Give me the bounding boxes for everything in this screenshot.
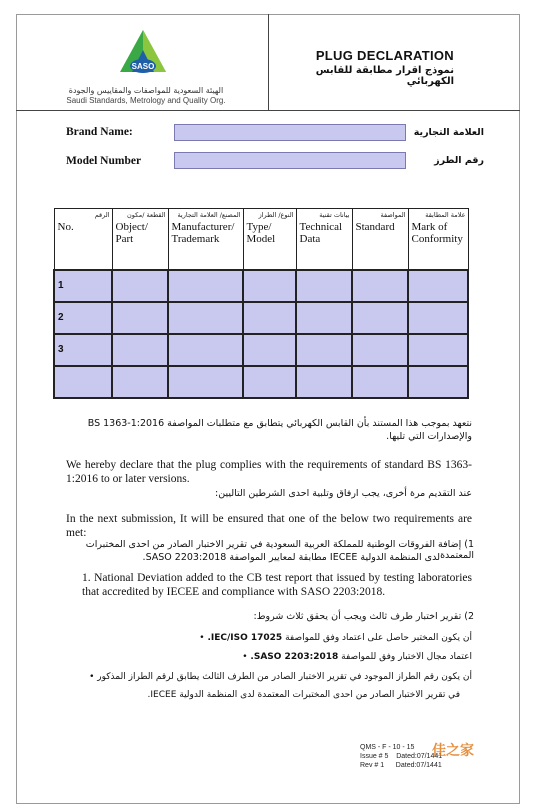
org-name-english: Saudi Standards, Metrology and Quality Org. bbox=[66, 96, 226, 105]
cell-model[interactable] bbox=[243, 270, 296, 302]
cell-mark[interactable] bbox=[408, 302, 468, 334]
cell-standard[interactable] bbox=[352, 366, 408, 398]
cell-object[interactable] bbox=[112, 366, 168, 398]
model-number-field[interactable] bbox=[174, 152, 406, 169]
table-row bbox=[54, 334, 468, 366]
cell-mark[interactable] bbox=[408, 334, 468, 366]
pledge-arabic-line1: نتعهد بموجب هذا المستند بأن القابس الكهربائي يتطابق مع متطلبات المواصفة BS 1363-1:2016 bbox=[87, 418, 472, 429]
col-header-type-model: النوع/ الطراز Type/ Model bbox=[243, 209, 296, 271]
saso-logo bbox=[118, 28, 168, 84]
col-header-object-part: القطعة /مكون Object/ Part bbox=[112, 209, 168, 271]
row-number: 1 bbox=[58, 280, 64, 291]
document-footer bbox=[360, 743, 442, 770]
document-header bbox=[16, 14, 520, 111]
declaration-english: We hereby declare that the plug complies with the requirements of standard BS 1363-1:2016 to or later versions. bbox=[66, 459, 472, 485]
cell-model[interactable] bbox=[243, 302, 296, 334]
cell-manufacturer[interactable] bbox=[168, 366, 243, 398]
footer-form-number: QMS - F - 10 - 15 bbox=[360, 744, 415, 751]
org-name-arabic: الهيئة السعودية للمواصفات والمقاييس والجودة bbox=[68, 86, 224, 95]
cell-technical[interactable] bbox=[296, 270, 352, 302]
cell-no[interactable] bbox=[54, 366, 112, 398]
resubmission-arabic: عند التقديم مرة أخرى، يجب ارفاق وتلبية احدى الشرطين التاليين: bbox=[215, 488, 472, 499]
cell-standard[interactable] bbox=[352, 270, 408, 302]
footer-revision: Rev # 1 Dated:07/1441 bbox=[360, 762, 442, 769]
cell-mark[interactable] bbox=[408, 270, 468, 302]
logo-text: SASO bbox=[131, 62, 155, 71]
cell-no[interactable] bbox=[54, 334, 112, 366]
cell-technical[interactable] bbox=[296, 302, 352, 334]
title-area bbox=[269, 14, 520, 110]
pledge-arabic-line2: والإصدارات التي تليها. bbox=[386, 431, 472, 442]
logo-area bbox=[16, 14, 268, 110]
cell-object[interactable] bbox=[112, 270, 168, 302]
bullet-item: أن يكون المختبر حاصل على اعتماد وفق للمواصفة IEC/ISO 17025. • bbox=[199, 633, 472, 643]
table-row bbox=[54, 302, 468, 334]
cell-object[interactable] bbox=[112, 302, 168, 334]
table-row bbox=[54, 366, 468, 398]
requirement1-arabic-line1: 1) إضافة الفروقات الوطنية للمملكة العربية السعودية في تقرير الاختبار الصادر من احدى المختبرات المعتمدة bbox=[85, 539, 474, 561]
cell-standard[interactable] bbox=[352, 302, 408, 334]
title-arabic: نموذج اقرار مطابقة للقابس الكهربائي bbox=[315, 65, 454, 87]
cell-standard[interactable] bbox=[352, 334, 408, 366]
cell-model[interactable] bbox=[243, 334, 296, 366]
cell-mark[interactable] bbox=[408, 366, 468, 398]
brand-name-field[interactable] bbox=[174, 124, 406, 141]
col-header-technical-data: بيانات تقنية Technical Data bbox=[296, 209, 352, 271]
cell-manufacturer[interactable] bbox=[168, 270, 243, 302]
table-row bbox=[54, 270, 468, 302]
row-number: 3 bbox=[58, 344, 64, 355]
row-number: 2 bbox=[58, 312, 64, 323]
components-table bbox=[53, 208, 469, 399]
cell-manufacturer[interactable] bbox=[168, 302, 243, 334]
cell-no[interactable] bbox=[54, 270, 112, 302]
cell-manufacturer[interactable] bbox=[168, 334, 243, 366]
title-english: PLUG DECLARATION bbox=[315, 48, 454, 63]
cell-no[interactable] bbox=[54, 302, 112, 334]
table-header-row bbox=[54, 209, 468, 271]
requirement1-arabic-line2: لدى المنظمة الدولية IECEE مطابقة لمعايير المواصفة SASO 2203:2018. bbox=[142, 552, 440, 563]
col-header-standard: المواصفة Standard bbox=[352, 209, 408, 271]
bullet-item: أن يكون رقم الطراز الموجود في تقرير الاختبار الصادر من الطرف الثالث يطابق لرقم الطراز المذكور • bbox=[89, 672, 472, 682]
brand-name-label-arabic: العلامة التجارية bbox=[413, 127, 484, 138]
model-number-label-arabic: رقم الطرز bbox=[434, 155, 484, 166]
cell-technical[interactable] bbox=[296, 334, 352, 366]
col-header-manufacturer: المصنع/ العلامة التجارية Manufacturer/ Trademark bbox=[168, 209, 243, 271]
cell-object[interactable] bbox=[112, 334, 168, 366]
requirement1-english: 1. National Deviation added to the CB test report that issued by testing laboratories that accredited by IECEE and compliance with SASO 2203:2018. bbox=[82, 572, 472, 598]
col-header-mark-of-conformity: علامة المطابقة Mark of Conformity bbox=[408, 209, 468, 271]
bullet-item-continuation: في تقرير الاختبار الصادر من احدى المختبرات المعتمدة لدى المنظمة الدولية IECEE. bbox=[147, 690, 460, 700]
next-submission-english: In the next submission, It will be ensured that one of the below two requirements are met: bbox=[66, 513, 472, 539]
model-number-label: Model Number bbox=[66, 155, 142, 167]
footer-issue: Issue # 5 Dated:07/1441 bbox=[360, 753, 443, 760]
cell-model[interactable] bbox=[243, 366, 296, 398]
bullet-item: اعتماد مجال الاختبار وفق للمواصفة SASO 2203:2018. • bbox=[242, 652, 472, 662]
requirement2-arabic: 2) تقرير اختبار طرف ثالث ويجب أن يحقق ثلاث شروط: bbox=[253, 611, 474, 622]
col-header-no: الرقم No. bbox=[54, 209, 112, 271]
brand-name-label: Brand Name: bbox=[66, 126, 133, 138]
cell-technical[interactable] bbox=[296, 366, 352, 398]
watermark: 佳之家 bbox=[432, 743, 474, 759]
